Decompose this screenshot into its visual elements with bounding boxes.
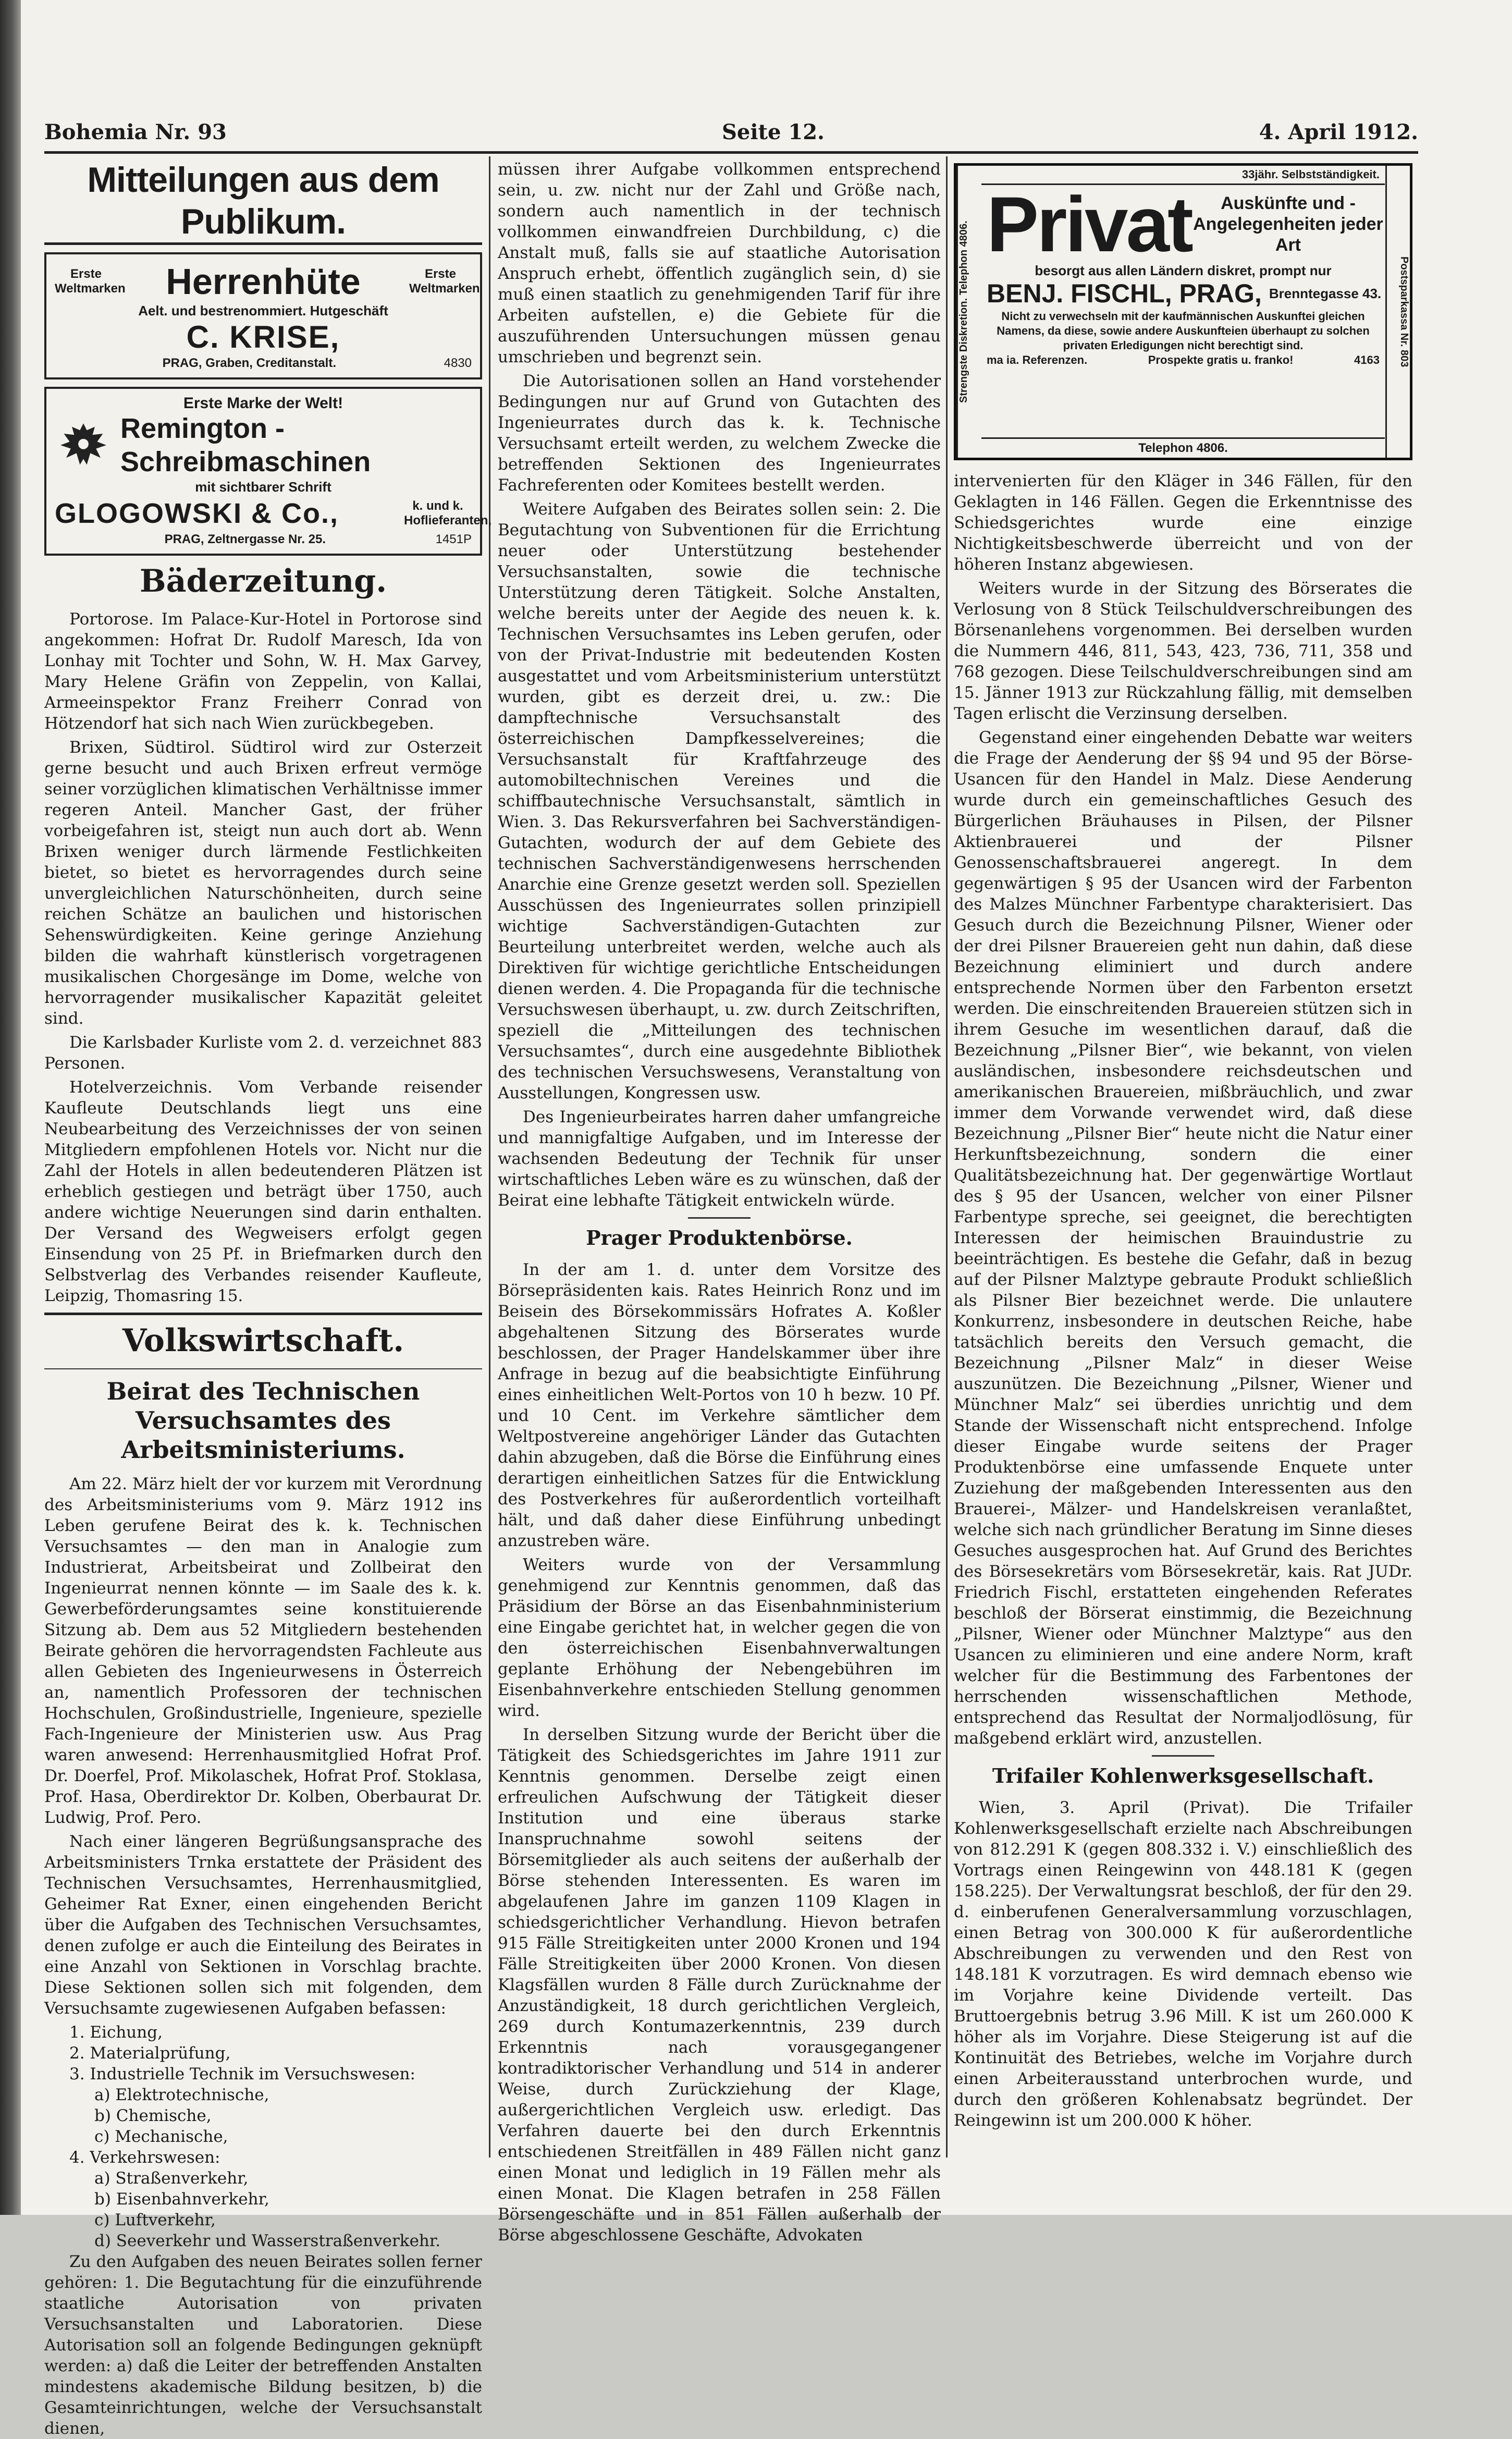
ad3-line: besorgt aus allen Ländern diskret, prompt nur <box>1035 263 1332 278</box>
header-date: 4. April 1912. <box>1259 120 1418 144</box>
paragraph: Am 22. März hielt der vor kurzem mit Verordnung des Arbeitsministeriums vom 9. März 1912 ins Leben gerufene Beirat des k. k. Technischen Versuchsamtes — den man in Analogie zum Industrierat, Arbeitsbeirat und Zollbeirat den Ingenieurrat nennen könnte — im Saale des k. k. Gewerbeförderungsamtes seine konstituierende Sitzung ab. Dem aus 52 Mitgliedern bestehenden Beirate gehören die hervorragendsten Fachleute aus allen Gebieten des Ingenieurwesens in Österreich an, namentlich Professoren der technischen Hochschulen, Großindustrielle, Ingenieure, spezielle Fach-Ingenieure der Ministerien usw. Aus Prag waren anwesend: Herrenhausmitglied Hofrat Prof. Dr. Doerfel, Prof. Mikolaschek, Hofrat Prof. Stoklasa, Prof. Hasa, Oberdirektor Dr. Kolben, Oberbaurat Dr. Ludwig, Prof. Pero. <box>44 1475 482 1827</box>
ad1-firm: C. KRISE, <box>186 320 340 354</box>
column-1 <box>44 159 492 2438</box>
ad2-firm: GLOGOWSKI & Co., <box>55 498 339 529</box>
ad1-right-small: Erste Weltmarken <box>409 267 480 296</box>
paragraph: Weiters wurde in der Sitzung des Börserates die Verlosung von 8 Stück Teilschuldverschreibungen des Börsenanlehens vorgenommen. Bei derselben wurden die Nummern 446, 811, 543, 423, 736, 711, 358 und 768 gezogen. Diese Teilschuldverschreibungen sind am 15. Jänner 1913 zur Rückzahlung fällig, mit demselben Tagen erlischt die Verzinsung derselben. <box>954 579 1412 723</box>
paragraph: In der am 1. d. unter dem Vorsitze des Börsepräsidenten kais. Rates Heinrich Ronz und im Beisein des Börsekommissärs Hofrates A. Koßler abgehaltenen Sitzung des Börserates wurde beschlossen, der Prager Handelskammer über ihre Anfrage in bezug auf die beabsichtigte Einführung eines einheitlichen Welt-Portos von 10 h bezw. 10 Pf. und 10 Cent. im Verkehre sämtlicher dem Weltpostvereine angehöriger Länder das Gutachten dahin abzugeben, daß die Börse die Einführung eines derartigen einheitlichen Satzes für die Entwicklung des Postverkehres für außerordentlich vorteilhaft hält, und daß daher diese Einführung unbedingt anzustreben wäre. <box>498 1260 941 1550</box>
ad-privat-auskuenfte <box>954 163 1412 460</box>
column-3 <box>954 159 1412 2163</box>
list-item: a) Straßenverkehr, <box>94 2169 249 2188</box>
paragraph: Zu den Aufgaben des neuen Beirates sollen ferner gehören: 1. Die Begutachtung für die einzuführende staatliche Autorisation von privaten Versuchsanstalten und Laboratorien. Diese Autorisation soll an folgende Bedingungen geknüpft werden: a) daß die Leiter der betreffenden Anstalten mindestens akademische Bildung besitzen, b) die Gesamteinrichtungen, welche der Versuchsanstalt dienen, <box>44 2252 482 2438</box>
list-item: 1. Eichung, <box>69 2023 163 2042</box>
header-rule <box>44 151 1418 154</box>
ad2-address: PRAG, Zeltnergasse Nr. 25. <box>164 532 326 546</box>
article-title-beirat: Beirat des Technischen Versuchsamtes des Arbeitsministeriums. <box>106 1377 420 1464</box>
ad1-sub: Aelt. und bestrenommiert. Hutgeschäft <box>138 303 388 318</box>
header-masthead: Bohemia Nr. 93 <box>44 120 227 144</box>
article-title-produktenboerse: Prager Produktenbörse. <box>586 1226 853 1249</box>
ad3-right-title: Auskünfte und -Angelegenheiten jeder Art <box>1193 193 1383 255</box>
ad-herrenhuete <box>44 252 482 379</box>
header-page-number: Seite 12. <box>722 120 825 144</box>
article-title-trifailer: Trifailer Kohlenwerksgesellschaft. <box>992 1764 1374 1787</box>
ad1-ref: 4830 <box>444 356 472 370</box>
ad3-firm: BENJ. FISCHL, PRAG, <box>987 279 1262 308</box>
list-item: c) Mechanische, <box>94 2127 228 2146</box>
paragraph: Nach einer längeren Begrüßungsansprache des Arbeitsministers Trnka erstattete der Präsident des Technischen Versuchsamtes, Herrenhausmitglied, Geheimer Rat Exner, einen eingehenden Bericht über die Aufgaben des Technischen Versuchsamtes, denen zufolge er auch die Einteilung des Beirates in eine Anzahl von Sektionen in Vorschlag brachte. Diese Sektionen sollen sich mit folgenden, dem Versuchsamte zugewiesenen Aufgaben befassen: <box>44 1832 482 2018</box>
paragraph: Weitere Aufgaben des Beirates sollen sein: 2. Die Begutachtung von Subventionen für die Errichtung neuer oder Unterstützung bestehender Versuchsanstalten, sowie die technische Unterstützung deren Tätigkeit. Solche Anstalten, welche bereits unter der Aegide des neuen k. k. Technischen Versuchsamtes ins Leben gerufen, oder von der Privat-Industrie mit bedeutenden Kosten ausgestattet und vom Arbeitsministerium unterstützt wurden, gibt es derzeit drei, u. zw.: Die dampftechnische Versuchsanstalt des österreichischen Dampfkesselvereines; die Versuchsanstalt für Kraftfahrzeuge des automobiltechnischen Vereines und die schiffbautechnische Versuchsanstalt, sämtlich in Wien. 3. Das Rekursverfahren bei Sachverständigen-Gutachten, wodurch der auf dem Gebiete des technischen Sachverständigenwesens herrschenden Anarchie eine Grenze gesetzt werden soll. Speziellen Ausschüssen des Ingenieurrates sollen prinzipiell wichtige Sachverständigen-Gutachten zur Beurteilung unterbreitet werden, welche auch als Direktiven für wichtige gerichtliche Entscheidungen dienen werden. 4. Die Propaganda für die technische Versuchswesen überhaupt, u. zw. durch Zeitschriften, speziell die „Mitteilungen des technischen Versuchsamtes“, durch eine ausgedehnte Bibliothek des technischen Versuchswesens, Veranstaltung von Ausstellungen, Kongressen usw. <box>498 500 941 1102</box>
ad3-phone: Telephon 4806. <box>981 437 1385 458</box>
section-rule <box>44 1368 482 1369</box>
paragraph: Weiters wurde von der Versammlung genehmigend zur Kenntnis genommen, daß das Präsidium der Börse an das Eisenbahnministerium eine Eingabe gerichtet hat, in welcher gegen die von den österreichischen Eisenbahnverwaltungen geplante Erhöhung der Nebengebühren im Eisenbahnverkehre entschieden Stellung genommen wird. <box>498 1555 941 1720</box>
paragraph: Des Ingenieurbeirates harren daher umfangreiche und mannigfaltige Aufgaben, und im Interesse der wachsenden Bedeutung der Technik für unser wirtschaftliches Leben wäre es zu wünschen, daß der Beirat eine lebhafte Tätigkeit entwickeln würde. <box>498 1108 941 1210</box>
publikum-banner: Mitteilungen aus dem Publikum. <box>44 159 482 245</box>
ad1-name: Herrenhüte <box>166 261 361 302</box>
paragraph: Die Autorisationen sollen an Hand vorstehender Bedingungen nur auf Grund von Gutachten des Ingenieurrates durch das k. k. Technische Versuchsamt erteilt werden, zu welchem Zwecke die betreffenden Sektionen des Ingenieurrates Fachreferenten oder Komitees bestellt werden. <box>498 372 941 495</box>
sections-list <box>44 2022 482 2251</box>
paragraph: Hotelverzeichnis. Vom Verbande reisender Kaufleute Deutschlands liegt uns eine Neubearbeitung des Verzeichnisses der von seinen Mitgliedern empfohlenen Hotels vor. Nicht nur die Zahl der Hotels in allen bedeutenderen Plätzen ist erheblich gestiegen und beträgt über 1750, auch andere wichtige Neuerungen sind darin enthalten. Der Versand des Wegweisers erfolgt gegen Einsendung von 25 Pf. in Briefmarken durch den Selbstverlag des Verbandes reisender Kaufleute, Leipzig, Thomasring 15. <box>44 1078 482 1305</box>
list-item: 2. Materialprüfung, <box>69 2044 231 2063</box>
ad2-firm-note: k. und k. Hoflieferanten, <box>404 499 492 528</box>
page-binding-edge <box>0 0 21 2215</box>
paragraph: In derselben Sitzung wurde der Bericht über die Tätigkeit des Schiedsgerichtes im Jahre 1911 zur Kenntnis genommen. Derselbe zeigt einen erfreulichen Aufschwung der Tätigkeit dieser Institution und eine überaus starke Inanspruchnahme sowohl seitens der Börsemitglieder als auch seitens der außerhalb der Börse stehenden Interessenten. Es waren im abgelaufenen Jahre im ganzen 1109 Klagen in schiedsgerichtlicher Verhandlung. Hievon betrafen 915 Fälle Streitigkeiten unter 2000 Kronen und 194 Fälle Streitigkeiten über 2000 Kronen. Von diesen Klagsfällen wurden 8 Fälle durch Zurücknahme der Anzuständigkeit, 18 durch gerichtlichen Vergleich, 269 durch Kontumazerkenntnis, 239 durch Erkenntnis nach vorausgegangener kontradiktorischer Verhandlung und 514 in anderer Weise, durch Zurückziehung der Klage, außergerichtlichen Vergleich usw. erledigt. Das Verfahren dauerte bei den durch Erkenntnis entschiedenen Streitfällen in 489 Fällen nicht ganz einen Monat und lediglich in 19 Fällen mehr als einen Monat. Die Klagen betrafen in 258 Fällen Börsengeschäfte und in 851 Fällen außerhalb der Börse abgeschlossene Geschäfte, Advokaten <box>498 1725 941 2245</box>
paragraph: Brixen, Südtirol. Südtirol wird zur Osterzeit gerne besucht und auch Brixen erfreut vermöge seiner vorzüglichen klimatischen Verhältnisse immer regeren Anteil. Mancher Gast, der früher vorbeigefahren ist, steigt nun auch dort ab. Wenn Brixen weniger durch lärmende Festlichkeiten bietet, so bietet es hervorragendes durch seine unvergleichlichen Naturschönheiten, durch seine reichen Schätze an baulichen und historischen Sehenswürdigkeiten. Keine geringe Anziehung bilden die wahrhaft künstlerisch vorgetragenen musikalischen Chorgesänge im Dome, welche von hervorragender musikalischer Kapazität geleitet sind. <box>44 738 482 1028</box>
column-rule-1 <box>489 156 490 2158</box>
ad3-warning: Nicht zu verwechseln mit der kaufmännischen Auskunftei gleichen Namens, da diese, sowie andere Auskunfteien überhaupt zu solchen privaten Erledigungen nicht berechtigt sind. <box>997 310 1370 352</box>
ad2-ref: 1451P <box>435 532 472 546</box>
ad3-top: 33jähr. Selbstständigkeit. <box>981 166 1385 185</box>
list-item: c) Luftverkehr, <box>94 2211 216 2229</box>
ad3-left-side: Strengste Diskretion. Telephon 4806. <box>956 166 981 458</box>
column-rule-2 <box>946 156 948 2158</box>
ad3-tail-mid: Prospekte gratis u. franko! <box>1148 353 1294 366</box>
ad3-tail-ref: 4163 <box>1354 353 1380 366</box>
ad3-tail-left: ma ia. Referenzen. <box>987 353 1088 366</box>
column-2 <box>498 159 941 2245</box>
ad-remington <box>44 387 492 556</box>
section-rule <box>44 1313 482 1315</box>
ad2-title: Remington - Schreibmaschinen <box>120 413 371 477</box>
list-item: 3. Industrielle Technik im Versuchswesen: <box>69 2065 415 2083</box>
ad1-left-small: Erste Weltmarken <box>55 267 126 296</box>
ad3-big-title: Privat <box>987 180 1191 268</box>
article-divider <box>1152 1755 1214 1757</box>
list-item: d) Seeverkehr und Wasserstraßenverkehr. <box>94 2232 441 2250</box>
list-item: b) Chemische, <box>94 2106 212 2125</box>
paragraph: Gegenstand einer eingehenden Debatte war weiters die Frage der Aenderung der §§ 94 und 95 der Börse-Usancen für den Handel in Malz. Diese Aenderung wurde durch ein gemeinschaftliches Gesuch des Bürgerlichen Bräuhauses in Pilsen, der Pilsner Aktienbrauerei und der Pilsner Genossenschaftsbrauerei angeregt. In dem gegenwärtigen § 95 der Usancen wird der Farbenton des Malzes Münchner Farbentype charakterisiert. Das Gesuch durch die Bezeichnung Pilsner, Wiener oder der drei Pilsner Brauereien geht nun dahin, daß diese Bezeichnung eliminiert und durch andere entsprechende Normen über den Farbenton ersetzt werden. Die einschreitenden Brauereien stützen sich in ihrem Gesuche im wesentlichen darauf, daß die Bezeichnung „Pilsner Bier“, wie bekannt, von vielen ausländischen, insbesondere reichsdeutschen und amerikanischen Brauereien, mißbräuchlich, und zwar immer dem Vorwande verwendet wird, daß diese Bezeichnung „Pilsner Bier“ heute nicht die Natur einer Herkunftsbezeichnung, sondern die einer Qualitätsbezeichnung hat. Der gegenwärtige Wortlaut des § 95 der Usancen, welcher von einer Pilsner Farbentype spreche, sei geeignet, die berechtigten Interessen der heimischen Brauindustrie zu beeinträchtigen. Es bestehe die Gefahr, daß in bezug auf der Pilsner Malztype gebraute Produkt schließlich als Pilsner Bier bezeichnet werde. Die unlautere Konkurrenz, insbesondere in deutschen Reiche, habe tatsächlich bereits den Versuch gemacht, die Bezeichnung „Pilsner Malz“ in dieser Weise auszunützen. Die Bezeichnung „Pilsner, Wiener und Münchner Malz“ sei überdies unrichtig und dem Stande der Wissenschaft nicht entsprechend. Infolge dieser Eingabe wurde seitens der Prager Produktenbörse eine umfassende Enquete unter Zuziehung der maßgebenden Interessenten aus den Brauerei-, Mälzer- und Handelskreisen veranlaßtet, welche sich nach gründlicher Beratung im Sinne dieses Gesuches ausgesprochen hat. Auf Grund des Berichtes des Börsesekretärs vom Börsesekretär, kais. Rat JUDr. Friedrich Fischl, erstatteten eingehenden Referates beschloß der Börserat einstimmig, die Bezeichnung „Pilsner, Wiener oder Münchner Malztype“ aus den Usancen zu eliminieren und eine andere Norm, kraft welcher für die Bestimmung des Farbentones der herrschenden wissenschaftlichen Methode, entsprechend das Resultat der Normaljodlösung, für maßgebend erklärt wird, anzustellen. <box>954 728 1412 1748</box>
section-title-volkswirtschaft: Volkswirtschaft. <box>122 1322 404 1359</box>
page-header <box>44 120 1418 151</box>
paragraph: Wien, 3. April (Privat). Die Trifailer Kohlenwerksgesellschaft erzielte nach Abschreibungen von 812.291 K (gegen 808.332 i. V.) einschließlich des Vortrags einen Reingewinn von 448.181 K (gegen 158.225). Der Verwaltungsrat beschloß, der für den 29. d. einberufenen Generalversammlung vorzuschlagen, einen Betrag von 300.000 K für außerordentliche Abschreibungen zu verwenden und den Rest von 148.181 K vorzutragen. Es wird demnach ebenso wie im Vorjahre keine Dividende verteilt. Das Bruttoergebnis betrug 3.96 Mill. K ist um 260.000 K höher als im Vorjahre. Diese Steigerung ist auf die Kontinuität des Betriebes, welche im Vorjahre durch einen Arbeiterausstand unterbrochen wurde, und durch den größeren Kohlenabsatz begründet. Der Reingewinn ist um 200.000 K höher. <box>954 1798 1412 2130</box>
ad2-top: Erste Marke der Welt! <box>183 395 343 412</box>
ad3-firm-addr: Brenntegasse 43. <box>1269 286 1382 301</box>
paragraph: Die Karlsbader Kurliste vom 2. d. verzeichnet 883 Personen. <box>44 1033 482 1073</box>
article-divider <box>688 1217 751 1219</box>
ad1-address: PRAG, Graben, Creditanstalt. <box>162 356 336 370</box>
ad3-right-side: Postsparkassa Nr. 803 <box>1385 166 1410 458</box>
double-eagle-icon <box>55 416 112 474</box>
paragraph: intervenierten für den Kläger in 346 Fällen, für den Geklagten in 146 Fällen. Gegen die Erkenntnisse des Schiedsgerichtes wurde eine einzige Nichtigkeitsbeschwerde überreicht und von der höheren Instanz abgewiesen. <box>954 472 1412 574</box>
list-item: 4. Verkehrswesen: <box>69 2148 220 2167</box>
paragraph: müssen ihrer Aufgabe vollkommen entsprechend sein, u. zw. nicht nur der Zahl und Größe nach, sondern auch namentlich in der technisch vollkommen einwandfreien Durchbildung, c) die Anstalt muß, falls sie auf staatliche Autorisation Anspruch erhebt, öffentlich zugänglich sein, d) sie muß einen staatlich zu genehmigenden Tarif für ihre Arbeiten aufstellen, e) die Gebiete für die auszuführenden Untersuchungen müssen genau umschrieben und begrenzt sein. <box>498 160 941 366</box>
list-item: a) Elektrotechnische, <box>94 2086 269 2104</box>
ad2-sub: mit sichtbarer Schrift <box>195 479 331 495</box>
list-item: b) Eisenbahnverkehr, <box>94 2190 269 2209</box>
section-title-baederzeitung: Bäderzeitung. <box>139 563 387 599</box>
paragraph: Portorose. Im Palace-Kur-Hotel in Portorose sind angekommen: Hofrat Dr. Rudolf Maresch, Ida von Lonhay mit Tochter und Sohn, W. H. Max Garvey, Mary Helene Gräfin von Zeppelin, von Kallai, Armeeinspektor Franz Freiherr Conrad von Hötzendorf hat sich nach Wien zurückbegeben. <box>44 610 482 733</box>
